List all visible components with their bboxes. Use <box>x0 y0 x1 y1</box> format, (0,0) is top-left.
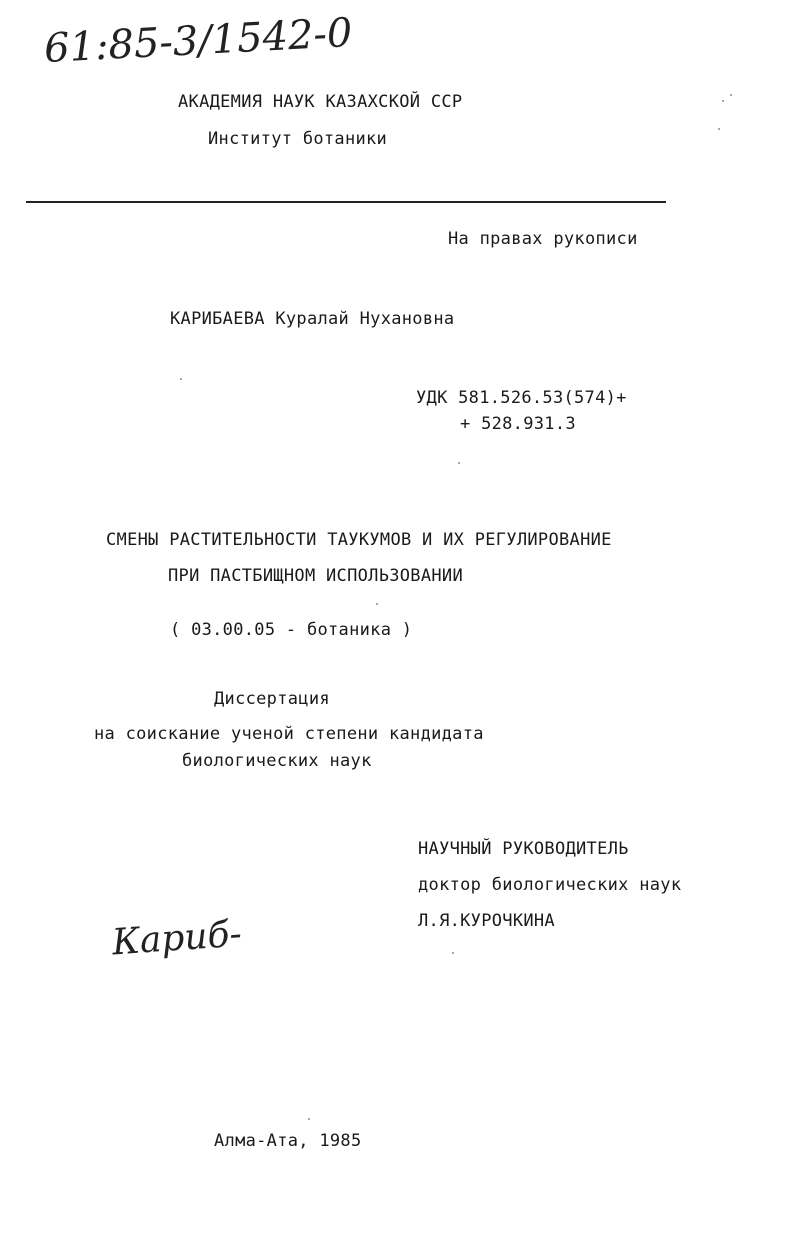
archive-mark: 61:85-3/1542-0 <box>43 9 354 73</box>
udc-line-2: + 528.931.3 <box>460 414 576 434</box>
scan-speck <box>180 378 182 380</box>
degree-line-2: на соискание ученой степени кандидата <box>94 724 484 744</box>
scan-speck <box>452 952 454 954</box>
supervisor-rank: доктор биологических наук <box>418 875 682 895</box>
academy-name: АКАДЕМИЯ НАУК КАЗАХСКОЙ ССР <box>178 92 463 112</box>
degree-line-3: биологических наук <box>182 751 372 771</box>
scan-speck <box>458 462 460 464</box>
author-name: КАРИБАЕВА Куралай Нухановна <box>170 309 455 329</box>
supervisor-name: Л.Я.КУРОЧКИНА <box>418 911 555 931</box>
supervisor-role: НАУЧНЫЙ РУКОВОДИТЕЛЬ <box>418 839 629 859</box>
handwritten-signature: Кариб- <box>110 913 243 964</box>
rights-note: На правах рукописи <box>448 229 638 249</box>
title-line-2: ПРИ ПАСТБИЩНОМ ИСПОЛЬЗОВАНИИ <box>168 566 463 586</box>
scan-speck <box>718 128 720 130</box>
scan-speck <box>376 603 378 605</box>
header-divider <box>26 201 666 203</box>
udc-line-1: УДК 581.526.53(574)+ <box>416 388 627 408</box>
scan-speck <box>722 100 724 102</box>
specialty: ( 03.00.05 - ботаника ) <box>170 620 413 640</box>
place-year: Алма-Ата, 1985 <box>214 1131 362 1151</box>
title-line-1: СМЕНЫ РАСТИТЕЛЬНОСТИ ТАУКУМОВ И ИХ РЕГУЛИРОВАНИЕ <box>106 530 612 550</box>
institute-name: Институт ботаники <box>208 129 388 149</box>
degree-heading: Диссертация <box>214 689 330 709</box>
scan-speck <box>308 1118 310 1120</box>
scan-speck <box>730 94 732 96</box>
